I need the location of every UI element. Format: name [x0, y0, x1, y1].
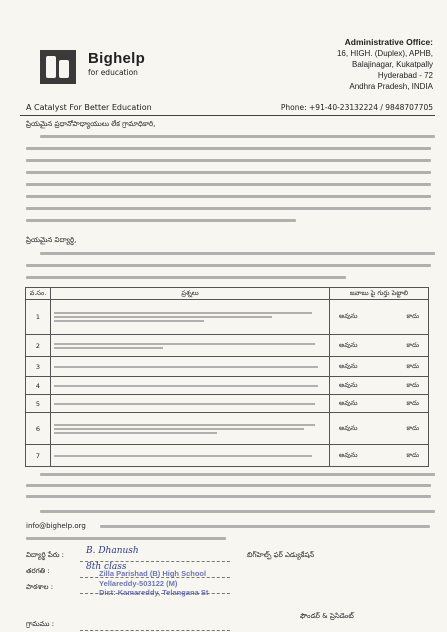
questions-table	[25, 287, 429, 467]
office-line: Balajinagar, Kukatpally	[352, 60, 433, 69]
yes-option[interactable]: అవును	[339, 361, 358, 370]
student-name-label: విద్యార్థి పేరు :	[26, 551, 64, 559]
school-label: పాఠశాల :	[26, 583, 54, 591]
answer-choice[interactable]	[330, 413, 429, 445]
bighelp-logo-icon	[40, 50, 76, 84]
yes-option[interactable]: అవును	[339, 312, 358, 320]
office-title: Administrative Office:	[344, 37, 433, 47]
table-row	[26, 357, 429, 377]
question-text	[51, 335, 330, 357]
text-line	[26, 276, 346, 279]
stamp-line: Dist: Kamareddy, Telangana St	[99, 588, 209, 597]
text-line	[100, 525, 430, 528]
no-option[interactable]: కాదు	[406, 398, 419, 407]
text-line	[26, 219, 296, 222]
answer-choice[interactable]	[330, 445, 429, 467]
yes-option[interactable]: అవును	[339, 423, 358, 432]
brand-subtitle: for education	[88, 68, 138, 77]
header-questions: ప్రశ్నలు	[51, 288, 330, 300]
text-line	[26, 537, 226, 540]
text-line	[26, 159, 431, 162]
text-line	[26, 195, 431, 198]
no-option[interactable]: కాదు	[406, 340, 419, 349]
row-number: 5	[26, 395, 51, 413]
question-text	[51, 300, 330, 335]
row-number: 1	[26, 300, 51, 335]
header-answer: జవాబు పై గుర్తు పెట్టాలి	[330, 288, 429, 300]
answer-choice[interactable]	[330, 335, 429, 357]
school-stamp	[99, 569, 269, 598]
tagline: A Catalyst For Better Education	[26, 103, 152, 112]
question-text	[51, 357, 330, 377]
no-option[interactable]: కాదు	[406, 312, 419, 320]
signature-caption: బిగ్‌హెల్ప్ ఫర్ ఎడ్యుకేషన్	[247, 551, 315, 559]
salutation-headmaster: ప్రియమైన ప్రధానోపాధ్యాయులు లేక గ్రామాధికారి,	[26, 120, 156, 128]
text-line	[26, 207, 431, 210]
no-option[interactable]: కాదు	[406, 380, 419, 389]
header-number: వ.సం.	[26, 288, 51, 300]
village-line	[80, 630, 230, 631]
header-divider	[20, 115, 435, 116]
no-option[interactable]: కాదు	[406, 361, 419, 370]
office-phone: Phone: +91-40-23132224 / 9848707705	[280, 103, 433, 112]
row-number: 7	[26, 445, 51, 467]
text-line	[26, 171, 431, 174]
class-value[interactable]: 8th class	[86, 562, 127, 572]
answer-choice[interactable]	[330, 300, 429, 335]
brand-name: Bighelp	[88, 50, 146, 67]
table-row	[26, 300, 429, 335]
row-number: 6	[26, 413, 51, 445]
table-row	[26, 377, 429, 395]
yes-option[interactable]: అవును	[339, 450, 358, 459]
question-text	[51, 445, 330, 467]
answer-choice[interactable]	[330, 357, 429, 377]
question-text	[51, 377, 330, 395]
village-label: గ్రామము :	[26, 620, 55, 628]
question-text	[51, 413, 330, 445]
salutation-student: ప్రియమైన విద్యార్థి,	[26, 236, 77, 244]
table-row	[26, 413, 429, 445]
row-number: 4	[26, 377, 51, 395]
signature-title: ఫౌండర్ & ప్రెసిడెంట్	[300, 612, 354, 620]
table-row	[26, 335, 429, 357]
office-line: Hyderabad - 72	[377, 71, 433, 80]
stamp-line: Zilla Parishad (B) High School	[99, 569, 207, 578]
text-line	[40, 473, 435, 476]
class-label: తరగతి :	[26, 567, 50, 575]
question-text	[51, 395, 330, 413]
answer-choice[interactable]	[330, 377, 429, 395]
answer-choice[interactable]	[330, 395, 429, 413]
office-line: 16, HIGH. (Duplex), APHB,	[336, 49, 433, 58]
no-option[interactable]: కాదు	[406, 450, 419, 459]
text-line	[26, 183, 431, 186]
student-name-value[interactable]: B. Dhanush	[86, 546, 139, 556]
office-address	[268, 37, 433, 92]
yes-option[interactable]: అవును	[339, 340, 358, 349]
stamp-line: Yellareddy-503122 (M)	[99, 578, 178, 588]
contact-email[interactable]: info@bighelp.org	[26, 522, 86, 530]
row-number: 3	[26, 357, 51, 377]
row-number: 2	[26, 335, 51, 357]
text-line	[40, 135, 435, 138]
yes-option[interactable]: అవును	[339, 398, 358, 407]
text-line	[26, 495, 431, 498]
text-line	[40, 252, 435, 255]
text-line	[40, 510, 435, 513]
table-row	[26, 445, 429, 467]
text-line	[26, 264, 431, 267]
office-line: Andhra Pradesh, INDIA	[349, 82, 433, 91]
table-header-row	[26, 288, 429, 300]
text-line	[26, 147, 431, 150]
text-line	[26, 484, 431, 487]
yes-option[interactable]: అవును	[339, 380, 358, 389]
no-option[interactable]: కాదు	[406, 423, 419, 432]
table-row	[26, 395, 429, 413]
